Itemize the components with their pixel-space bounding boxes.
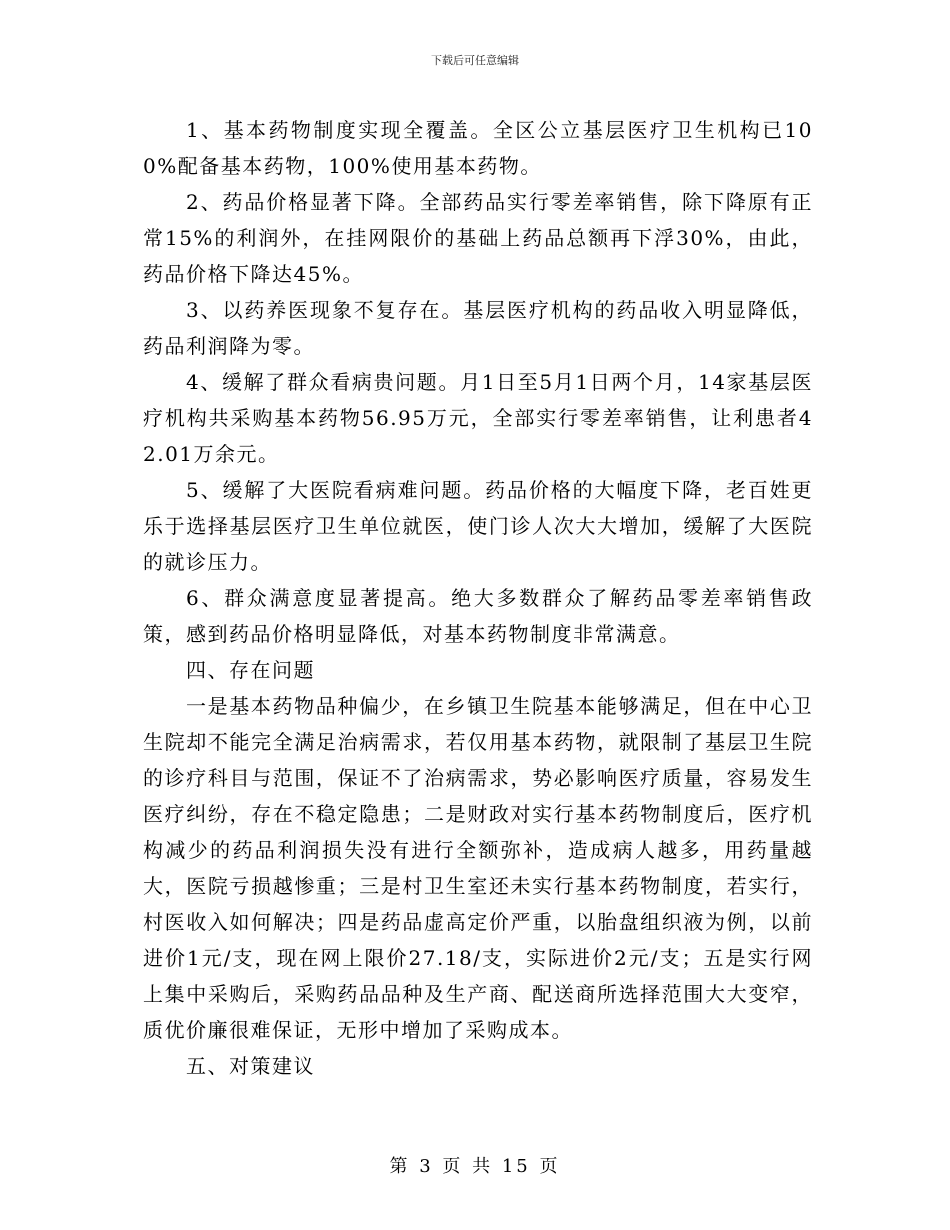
paragraph-1: 1、基本药物制度实现全覆盖。全区公立基层医疗卫生机构已100%配备基本药物，100%使用基本药物。 [143,118,813,178]
document-body [143,112,813,1084]
paragraph-2: 2、药品价格显著下降。全部药品实行零差率销售，除下降原有正常15%的利润外，在挂网限价的基础上药品总额再下浮30%，由此，药品价格下降达45%。 [143,190,813,286]
paragraph-3: 3、以药养医现象不复存在。基层医疗机构的药品收入明显降低，药品利润降为零。 [143,298,813,358]
paragraph-6: 6、群众满意度显著提高。绝大多数群众了解药品零差率销售政策，感到药品价格明显降低，对基本药物制度非常满意。 [143,586,813,646]
paragraph-4: 4、缓解了群众看病贵问题。月1日至5月1日两个月，14家基层医疗机构共采购基本药物56.95万元，全部实行零差率销售，让利患者42.01万余元。 [143,370,813,466]
section-heading-issues: 四、存在问题 [186,658,315,682]
paragraph-5: 5、缓解了大医院看病难问题。药品价格的大幅度下降，老百姓更乐于选择基层医疗卫生单位就医，使门诊人次大大增加，缓解了大医院的就诊压力。 [143,478,813,574]
paragraph-issues: 一是基本药物品种偏少，在乡镇卫生院基本能够满足，但在中心卫生院却不能完全满足治病需求，若仅用基本药物，就限制了基层卫生院的诊疗科目与范围，保证不了治病需求，势必影响医疗质量，容易发生医疗纠纷，存在不稳定隐患；二是财政对实行基本药物制度后，医疗机构减少的药品利润损失没有进行全额弥补，造成病人越多，用药量越大，医院亏损越惨重；三是村卫生室还未实行基本药物制度，若实行，村医收入如何解决；四是药品虚高定价严重，以胎盘组织液为例，以前进价1元/支，现在网上限价27.18/支，实际进价2元/支；五是实行网上集中采购后，采购药品品种及生产商、配送商所选择范围大大变窄，质优价廉很难保证，无形中增加了采购成本。 [143,694,813,1042]
section-heading-suggestions: 五、对策建议 [186,1054,315,1078]
page-header-note: 下载后可任意编辑 [431,54,519,67]
page-number: 第 3 页 共 15 页 [389,1156,561,1177]
